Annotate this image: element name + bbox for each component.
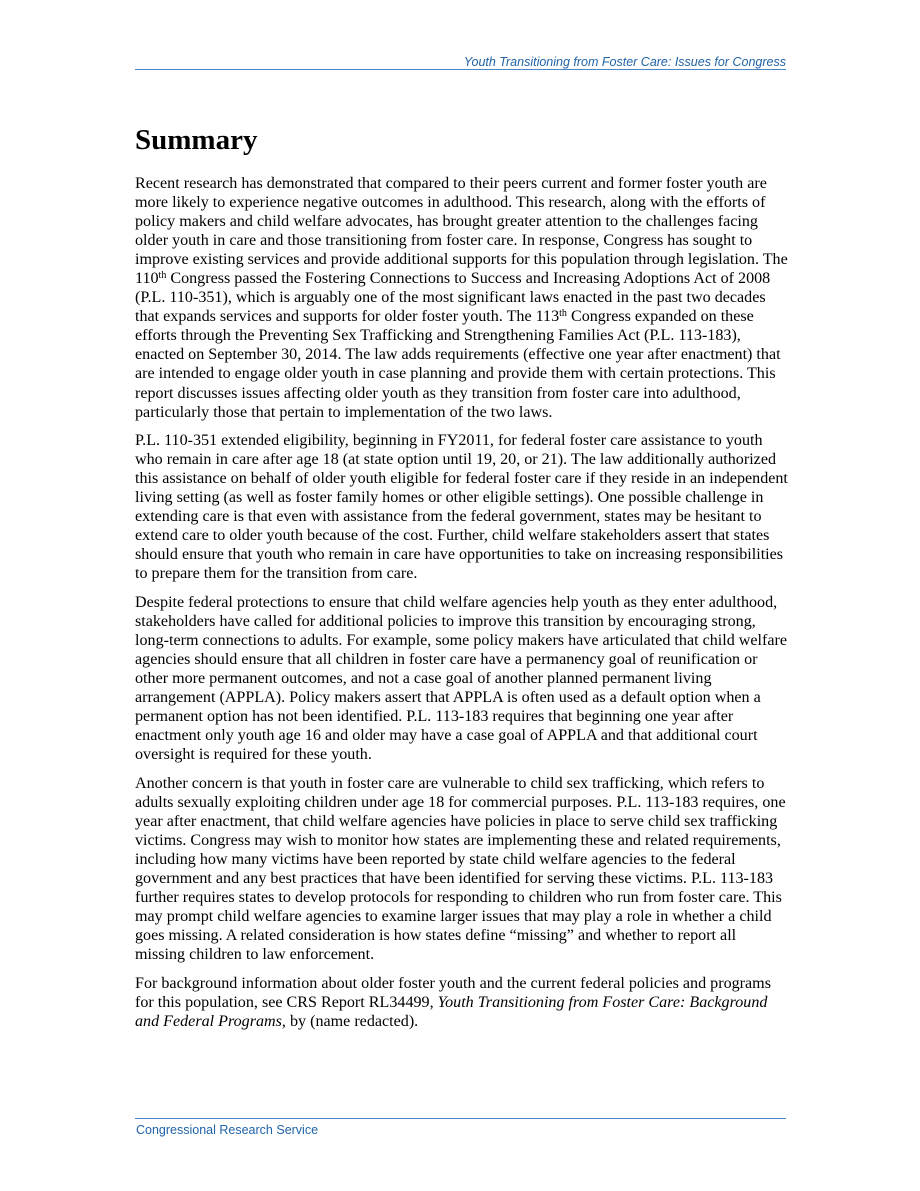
paragraph-1-text-c: Congress expanded on these efforts through the Preventing Sex Trafficking and Strengthening Families Act (P.L. 113-183), enacted on September 30, 2014. The law adds requirements (effective one year after enactment) that are intended to engage older youth in case planning and provide them with certain protections. This report discusses issues affecting older youth as they transition from foster care into adulthood, particularly those that pertain to implementation of the two laws.	[135, 308, 781, 421]
summary-body	[135, 174, 788, 1041]
footer-divider	[135, 1118, 786, 1119]
summary-paragraph-1	[135, 174, 788, 422]
footer-publisher: Congressional Research Service	[136, 1123, 319, 1137]
page-title: Summary	[135, 124, 258, 156]
ordinal-superscript: th	[158, 270, 167, 282]
summary-paragraph-5	[135, 974, 788, 1031]
ordinal-superscript: th	[559, 308, 567, 320]
paragraph-5-text-a: For background information about older foster youth and the current federal policies and programs for this population, see CRS Report RL34499,	[135, 974, 771, 1011]
paragraph-1-text-b: Congress passed the Fostering Connections to Success and Increasing Adoptions Act of 2008 (P.L. 110-351), which is arguably one of the most significant laws enacted in the past two decades that expands services and supports for older foster youth. The 113	[135, 270, 771, 326]
report-title-citation: Youth Transitioning from Foster Care: Background and Federal Programs	[135, 993, 768, 1030]
paragraph-5-text-b: , by (name redacted).	[281, 1012, 419, 1030]
running-header: Youth Transitioning from Foster Care: Issues for Congress	[463, 55, 786, 69]
header-divider	[135, 69, 786, 70]
paragraph-1-text-a: Recent research has demonstrated that compared to their peers current and former foster youth are more likely to experience negative outcomes in adulthood. This research, along with the efforts of policy makers and child welfare advocates, has brought greater attention to the challenges facing older youth in care and those transitioning from foster care. In response, Congress has sought to improve existing services and provide additional supports for this population through legislation. The 110	[135, 175, 788, 288]
summary-paragraph-4: Another concern is that youth in foster care are vulnerable to child sex trafficking, which refers to adults sexually exploiting children under age 18 for commercial purposes. P.L. 113-183 requires, one year after enactment, that child welfare agencies have policies in place to serve child sex trafficking victims. Congress may wish to monitor how states are implementing these and related requirements, including how many victims have been reported by state child welfare agencies to the federal government and any best practices that have been identified for serving these victims. P.L. 113-183 further requires states to develop protocols for responding to children who run from foster care. This may prompt child welfare agencies to examine larger issues that may play a role in whether a child goes missing. A related consideration is how states define “missing” and whether to report all missing children to law enforcement.	[135, 774, 786, 964]
summary-paragraph-3: Despite federal protections to ensure that child welfare agencies help youth as they enter adulthood, stakeholders have called for additional policies to improve this transition by encouraging strong, long-term connections to adults. For example, some policy makers have articulated that child welfare agencies should ensure that all children in foster care have a permanency goal of reunification or other more permanent outcomes, and not a case goal of another planned permanent living arrangement (APPLA). Policy makers assert that APPLA is often used as a default option when a permanent option has not been identified. P.L. 113-183 requires that beginning one year after enactment only youth age 16 and older may have a case goal of APPLA and that additional court oversight is required for these youth.	[135, 593, 788, 764]
summary-paragraph-2: P.L. 110-351 extended eligibility, beginning in FY2011, for federal foster care assistance to youth who remain in care after age 18 (at state option until 19, 20, or 21). The law additionally authorized this assistance on behalf of older youth eligible for federal foster care if they reside in an independent living setting (as well as foster family homes or other eligible settings). One possible challenge in extending care is that even with assistance from the federal government, states may be hesitant to extend care to older youth because of the cost. Further, child welfare stakeholders assert that states should ensure that youth who remain in care have opportunities to take on increasing responsibilities to prepare them for the transition from care.	[135, 432, 788, 583]
